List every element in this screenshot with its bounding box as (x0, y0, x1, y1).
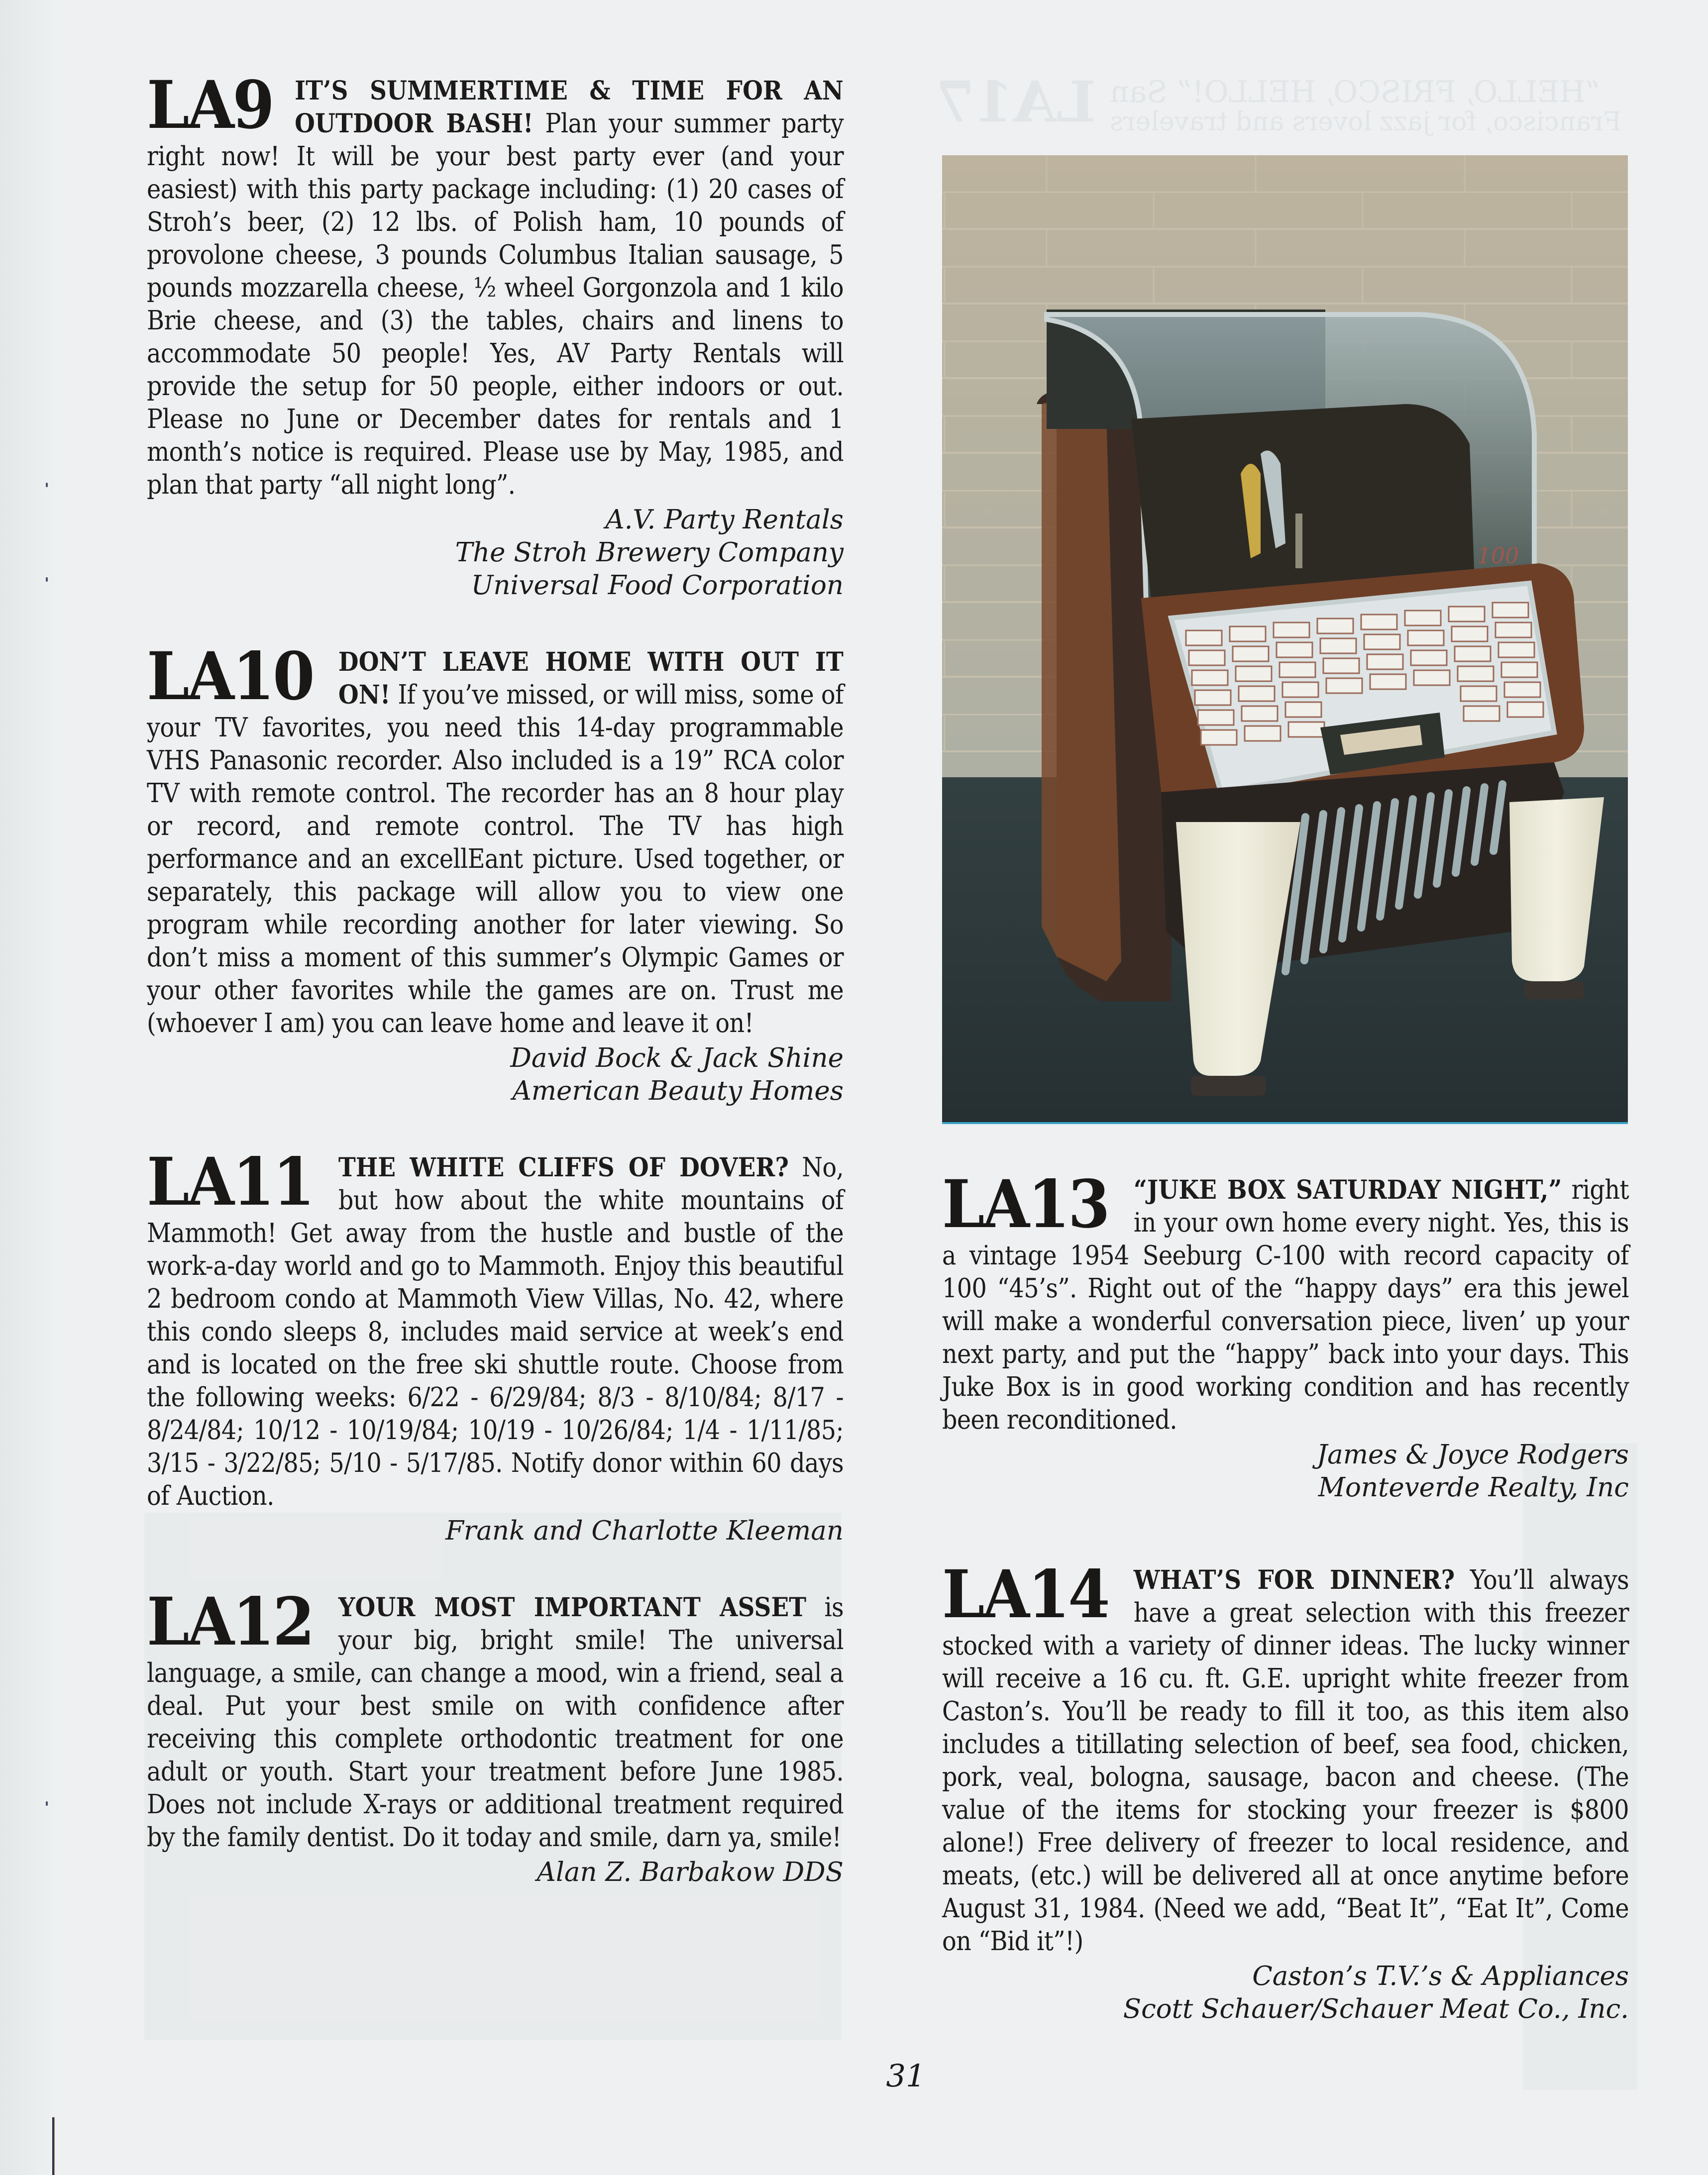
donor-credits (147, 1856, 844, 1889)
selection-card (1285, 702, 1321, 717)
item-title: YOUR MOST IMPORTANT ASSET (338, 1592, 807, 1623)
item-title: “JUKE BOX SATURDAY NIGHT,” (1133, 1175, 1562, 1205)
lot-number: LA12 (147, 1583, 313, 1660)
auction-item (147, 1143, 844, 1548)
selection-card (1367, 654, 1403, 669)
item-title: IT’S SUMMERTIME & TIME FOR AN OUTDOOR BASH! (295, 76, 844, 139)
donor-name: Caston’s T.V.’s & Appliances (1252, 1961, 1629, 1991)
selection-card (1277, 642, 1312, 657)
jukebox-illustration (942, 155, 1628, 1122)
item-body-text: You’ll always have a great selection with this freezer stocked with a variety of dinner ideas. The lucky winner will receive a 16 cu. ft. G.E. upright white freezer from Caston’s. You’ll be ready to fill it too, as this item also includes a titillating selection of beef, sea food, chicken, pork, veal, bologna, sausage, bacon and cheese. (The value of the items for stocking your freezer is $800 alone!) Free delivery of freezer to local residence, and meats, (etc.) will be delivered all at once anytime before August 31, 1984. (Need we add, “Beat It”, “Eat It”, Come on “Bid it”!) (942, 1565, 1629, 1957)
selection-card (1507, 702, 1543, 717)
selection-card (1245, 726, 1281, 741)
selection-card (1274, 622, 1309, 637)
selection-card (1493, 603, 1528, 618)
selection-card (1411, 650, 1447, 665)
donor-credits (147, 504, 844, 602)
item-body-text: is your big, bright smile! The universal language, a smile, can change a mood, win a friend, seal a deal. Put your best smile on with confidence after receiving this complete orthodontic treatment for one adult or youth. Start your treatment before June 1985. Does not include X-rays or additional treatment required by the family dentist. Do it today and smile, darn ya, smile! (147, 1592, 844, 1853)
selection-card (1195, 690, 1231, 705)
donor-credits (147, 1042, 844, 1108)
margin-mark (46, 483, 48, 487)
donor-name: A.V. Party Rentals (605, 505, 844, 535)
selection-card (1495, 622, 1531, 637)
donor-name: Alan Z. Barbakow DDS (536, 1857, 844, 1887)
selection-card (1288, 722, 1324, 737)
page-gutter-shadow (0, 0, 57, 2175)
selection-card (1464, 706, 1499, 721)
selection-card (1186, 630, 1222, 645)
right-items (942, 1166, 1629, 2026)
auction-item (147, 1583, 844, 1889)
selection-card (1501, 662, 1537, 677)
auction-item (942, 1166, 1629, 1504)
selection-card (1192, 670, 1228, 685)
selection-card (1189, 650, 1225, 665)
selection-card (1455, 646, 1491, 661)
selection-card (1242, 706, 1278, 721)
donor-credits (147, 1515, 844, 1548)
selection-card (1201, 730, 1237, 745)
donor-name: Frank and Charlotte Kleeman (445, 1516, 844, 1546)
page-number: 31 (886, 2058, 926, 2094)
margin-mark (46, 1801, 48, 1806)
auction-item (942, 1556, 1629, 2026)
show-through-line: “HELLO, FRISCO, HELLO!” San (1110, 75, 1601, 109)
selection-card (1230, 626, 1266, 641)
selection-card (1364, 634, 1400, 649)
selection-card (1452, 626, 1488, 641)
selection-card (1198, 710, 1234, 725)
item-body-text: Plan your summer party right now! It will be your best party ever (and your easiest) with this party package including: (1) 20 cases of Stroh’s beer, (2) 12 lbs. of Polish ham, 10 pounds of provolone cheese, 3 pounds Columbus Italian sausage, 5 pounds mozzarella cheese, ½ wheel Gorgonzola and 1 kilo Brie cheese, and (3) the tables, chairs and linens to accommodate 50 people! Yes, AV Party Rentals will provide the setup for 50 people, either indoors or out. Please no June or December dates for rentals and 1 month’s notice is required. Please use by May, 1985, and plan that party “all night long”. (147, 108, 844, 500)
selection-card (1405, 611, 1441, 625)
selection-card (1361, 615, 1397, 629)
selection-card (1282, 682, 1318, 697)
lot-number: LA9 (147, 67, 273, 144)
selection-card (1326, 678, 1362, 693)
selection-card (1498, 642, 1534, 657)
model-badge: 100 (1477, 543, 1519, 569)
lot-number: LA14 (942, 1556, 1108, 1633)
selection-card (1414, 670, 1450, 685)
selection-card (1233, 646, 1269, 661)
lot-number: LA10 (147, 638, 313, 715)
selection-card (1449, 607, 1485, 621)
item-title: THE WHITE CLIFFS OF DOVER? (338, 1152, 789, 1183)
lot-number: LA13 (942, 1166, 1108, 1243)
right-column (942, 155, 1629, 2026)
left-column (147, 67, 844, 1889)
donor-name: David Bock & Jack Shine (510, 1043, 844, 1073)
selection-card (1280, 662, 1315, 677)
item-title: DON’T LEAVE HOME WITH OUT IT ON! (338, 647, 844, 710)
item-body-text: No, but how about the white mountains of Mammoth! Get away from the hustle and bustle of the work-a-day world and go to Mammoth. Enjoy this beautiful 2 bedroom condo at Mammoth View Villas, No. 42, where this condo sleeps 8, includes maid service at week’s end and is located on the free ski shuttle route. Choose from the following weeks: 6/22 - 6/29/84; 8/3 - 8/10/84; 8/17 - 8/24/84; 10/12 - 10/19/84; 10/19 - 10/26/84; 1/4 - 1/11/85; 3/15 - 3/22/85; 5/10 - 5/17/85. Notify donor within 60 days of Auction. (147, 1152, 844, 1511)
margin-mark (46, 577, 48, 582)
donor-name: American Beauty Homes (512, 1076, 844, 1106)
donor-credits (942, 1439, 1629, 1504)
show-through-lot: LA17 (936, 70, 1096, 135)
selection-card (1317, 619, 1353, 633)
selection-card (1323, 658, 1359, 673)
jukebox-photo (942, 155, 1628, 1124)
lot-number: LA11 (147, 1143, 313, 1221)
donor-name: Monteverde Realty, Inc (1318, 1472, 1629, 1503)
selection-card (1236, 666, 1272, 681)
donor-name: Universal Food Corporation (471, 570, 844, 601)
item-body-text: right in your own home every night. Yes, this is a vintage 1954 Seeburg C-100 with record capacity of 100 “45’s”. Right out of the “happy days” era this jewel will make a wonderful conversation piece, liven’ up your next party, and put the “happy” back into your days. This Juke Box is in good working condition and has recently been reconditioned. (942, 1175, 1629, 1435)
selection-card (1461, 686, 1496, 701)
donor-credits (942, 1960, 1629, 2026)
auction-item (147, 638, 844, 1108)
selection-card (1408, 630, 1444, 645)
selection-card (1458, 666, 1494, 681)
selection-card (1370, 674, 1406, 689)
selection-card (1504, 682, 1540, 697)
show-through-line: Francisco, for jazz lovers and travelers (1110, 107, 1622, 137)
donor-name: James & Joyce Rodgers (1316, 1440, 1629, 1470)
auction-item (147, 67, 844, 602)
donor-name: Scott Schauer/Schauer Meat Co., Inc. (1123, 1994, 1629, 2024)
binding-edge (52, 2117, 55, 2175)
selection-card (1239, 686, 1275, 701)
item-title: WHAT’S FOR DINNER? (1133, 1565, 1455, 1595)
selection-card (1320, 638, 1356, 653)
item-body-text: If you’ve missed, or will miss, some of your TV favorites, you need this 14-day programmable VHS Panasonic recorder. Also included is a 19” RCA color TV with remote control. The recorder has an 8 hour play or record, and remote control. The TV has high performance and an excellEant picture. Used together, or separately, this package will allow you to view one program while recording another for later viewing. So don’t miss a moment of this summer’s Olympic Games or your other favorites while the games are on. Trust me (whoever I am) you can leave home and leave it on! (147, 680, 844, 1038)
donor-name: The Stroh Brewery Company (455, 537, 844, 568)
